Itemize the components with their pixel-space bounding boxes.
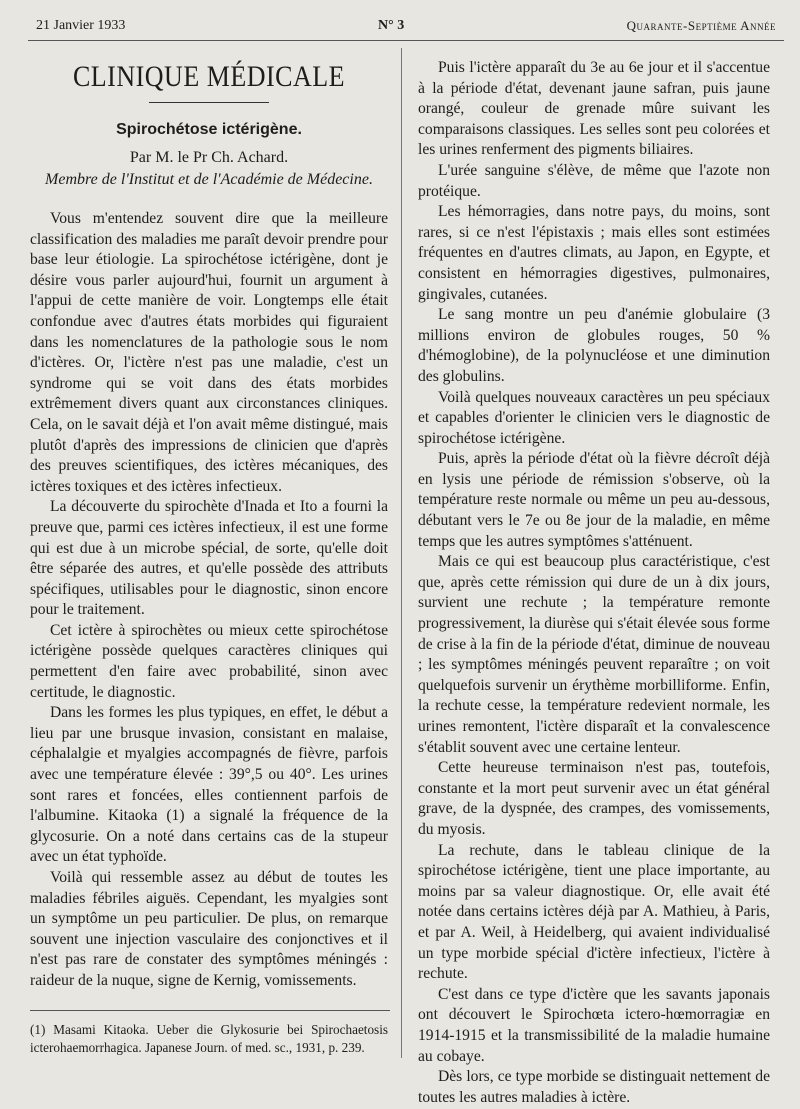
header-rule: [28, 40, 784, 41]
author-affiliation: Membre de l'Institut et de l'Académie de Médecine.: [45, 171, 373, 188]
paragraph: Puis, après la période d'état où la fièvre décroît déjà en lysis une période de rémission s'observe, où la température reste normale ou même un peu au-dessous, débutant vers le 7e ou 8e jour de la maladie, en même temps que les autres symptômes s'atténuent.: [418, 450, 770, 550]
paragraph: L'urée sanguine s'élève, de même que l'azote non protéique.: [418, 161, 770, 200]
footnote: (1) Masami Kitaoka. Ueber die Glykosurie bei Spirochaetosis icterohaemorrhagica. Japanese Journ. of med. sc., 1931, p. 239.: [30, 1021, 388, 1055]
paragraph: Cette heureuse terminaison n'est pas, toutefois, constante et la mort peut survenir avec un état général grave, de la dyspnée, des crampes, des vomissements, du myosis.: [418, 759, 770, 838]
column-divider: [401, 48, 402, 1058]
article-title: Spirochétose ictérigène.: [116, 121, 302, 138]
title-rule: [149, 102, 269, 103]
publication-year: Quarante-Septième Année: [626, 18, 776, 33]
paragraph: Cet ictère à spirochètes ou mieux cette spirochétose ictérigène possède quelques caractères cliniques qui permettent d'en faire avec probabilité, sinon avec certitude, le diagnostic.: [30, 621, 388, 701]
paragraph: Voilà qui ressemble assez au début de toutes les maladies fébriles aiguës. Cependant, les myalgies sont un symptôme un peu particulier. De plus, on remarque souvent une injection vasculaire des conjonctives et il n'est pas rare de constater des symptômes méningés : raideur de la nuque, signe de Kernig, vomissements.: [30, 869, 388, 989]
right-column: [418, 58, 770, 1108]
footnote-rule: [30, 1010, 390, 1011]
paragraph: La découverte du spirochète d'Inada et Ito a fourni la preuve que, parmi ces ictères infectieux, il est une forme qui est due à un microbe spécial, de sorte, qu'elle doit être séparée des autres, et qu'elle possède des attributs spécifiques, utilisables pour le diagnostic, sinon encore pour le traitement.: [30, 498, 388, 619]
paragraph: Voilà quelques nouveaux caractères un peu spéciaux et capables d'orienter le clinicien vers le diagnostic de spirochétose ictérigène.: [418, 388, 770, 447]
paragraph: Vous m'entendez souvent dire que la meilleure classification des maladies me paraît devoir prendre pour base leur étiologie. La spirochétose ictérigène, dont je désire vous parler aujourd'hui, fournit un argument à l'appui de cette manière de voir. Longtemps elle était confondue avec d'autres états morbides qui figuraient dans les nomenclatures de la pathologie sous le nom d'ictères. Or, l'ictère n'est pas une maladie, c'est un syndrome qui se voit dans des états morbides extrêmement divers quant aux circonstances cliniques. Cela, on le savait déjà et l'on avait même distingué, mais plutôt d'après des impressions de clinicien que d'après des preuves scientifiques, des ictères mécaniques, des ictères toxiques et des ictères infectieux.: [30, 210, 388, 495]
paragraph: C'est dans ce type d'ictère que les savants japonais ont découvert le Spirochœta ictero-hœmorragiæ en 1914-1915 et la transmissibilité de la maladie humaine au cobaye.: [418, 985, 770, 1065]
section-title: CLINIQUE MÉDICALE: [72, 59, 346, 94]
left-column: [30, 59, 388, 1057]
issue-number: N° 3: [378, 18, 405, 33]
paragraph: Les hémorragies, dans notre pays, du moins, sont rares, si ce n'est l'épistaxis ; mais elles sont estimées fréquentes en d'autres climats, au Japon, en Egypte, et consistent en hémorragies digestives, pulmonaires, gingivales, cutanées.: [418, 203, 770, 303]
paragraph: Puis l'ictère apparaît du 3e au 6e jour et il s'accentue à la période d'état, devenant jaune safran, puis jaune orangé, couleur de grenade mûre suivant les comparaisons classiques. Les selles sont peu colorées et les urines renferment des pigments biliaires.: [418, 59, 770, 159]
issue-date: 21 Janvier 1933: [36, 18, 126, 33]
paragraph: Dès lors, ce type morbide se distinguait nettement de toutes les autres maladies à ictère.: [418, 1068, 770, 1106]
paragraph: Dans les formes les plus typiques, en effet, le début a lieu par une brusque invasion, consistant en malaise, céphalalgie et myalgies accompagnés de fièvre, parfois avec une température élevée : 39°,5 ou 40°. Les urines sont rares et foncées, elles contiennent parfois de l'albumine. Kitaoka (1) a signalé la fréquence de la glycosurie. On a noté dans certains cas de la stupeur avec un état typhoïde.: [30, 704, 388, 866]
paragraph: Mais ce qui est beaucoup plus caractéristique, c'est que, après cette rémission qui dure de un à dix jours, survient une rechute ; la température remonte progressivement, la diurèse qui s'était élevée sous forme de crise à la fin de la période d'état, diminue de nouveau ; les symptômes méningés peuvent reparaître ; on voit quelquefois survenir un érythème morbilliforme. Enfin, la rechute cesse, la température redevient normale, les urines remontent, l'ictère disparaît et la convalescence s'établit souvent avec une certaine lenteur.: [418, 553, 770, 756]
page-header: [0, 0, 800, 44]
article-author: Par M. le Pr Ch. Achard.: [129, 149, 289, 166]
paragraph: Le sang montre un peu d'anémie globulaire (3 millions environ de globules rouges, 50 % d'hémoglobine), de la polynucléose et une diminution des globulins.: [418, 306, 770, 385]
paragraph: La rechute, dans le tableau clinique de la spirochétose ictérigène, tient une place importante, au moins par sa valeur diagnostique. Or, elle avait été notée dans certains ictères déjà par A. Mathieu, à Paris, et par A. Weil, à Heidelberg, qui avaient individualisé un type morbide spécial d'ictère infectieux, l'ictère à rechute.: [418, 841, 770, 983]
